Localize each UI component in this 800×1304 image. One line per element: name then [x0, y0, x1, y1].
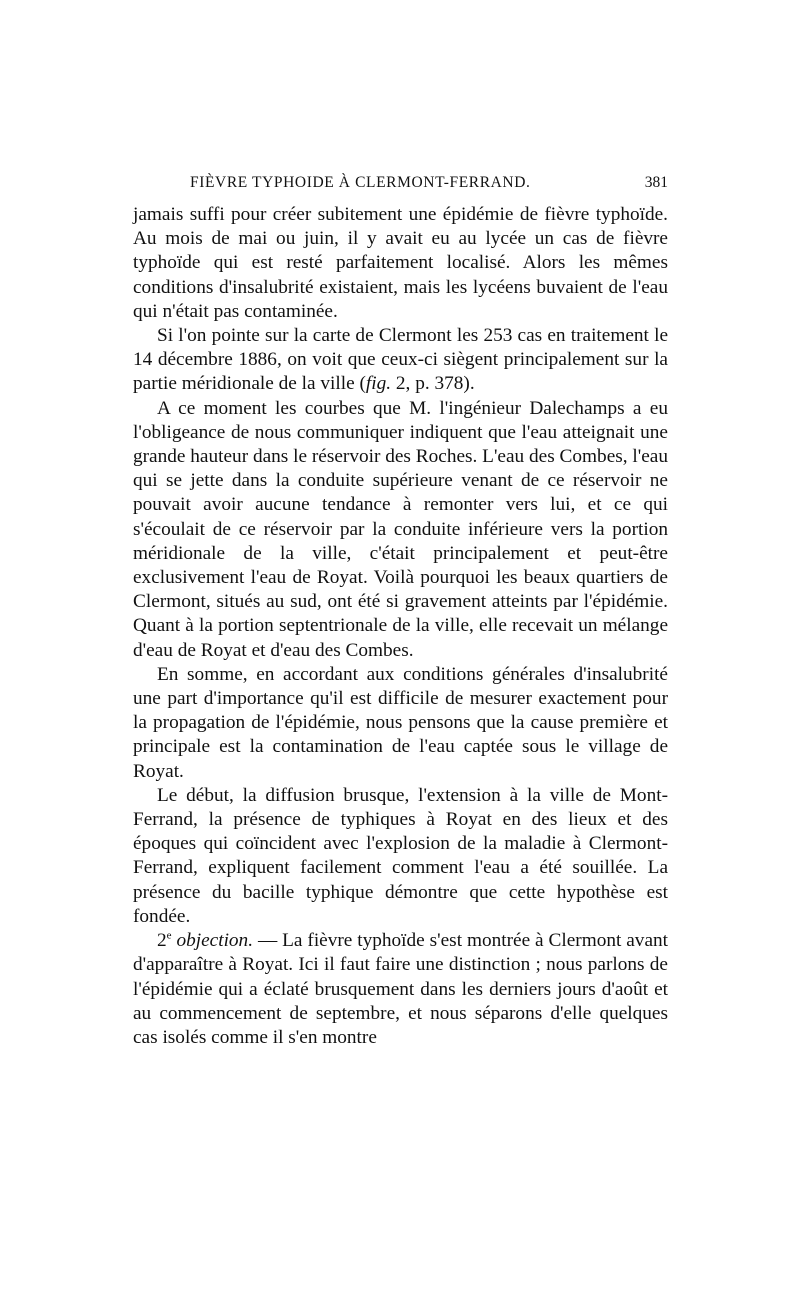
running-header [133, 174, 668, 196]
paragraph [133, 324, 668, 397]
header-title: FIÈVRE TYPHOIDE À CLERMONT-FERRAND. [190, 174, 531, 191]
paragraph: En somme, en accordant aux conditions générales d'insalubrité une part d'importance qu'il est difficile de mesurer exactement pour la propagation de l'épidémie, nous pensons que la cause première et principale est la contamination de l'eau captée sous le village de Royat. [133, 663, 668, 782]
paragraph: A ce moment les courbes que M. l'ingénieur Dalechamps a eu l'obligeance de nous communiquer indiquent que l'eau atteignait une grande hauteur dans le réservoir des Roches. L'eau des Combes, l'eau qui se jette dans la conduite supérieure venant de ce réservoir ne pouvait avoir aucune tendance à remonter vers lui, et ce qui s'écoulait de ce réservoir par la conduite inférieure vers la portion méridionale de la ville, c'était principalement et peut-être exclusivement l'eau de Royat. Voilà pourquoi les beaux quartiers de Clermont, situés au sud, ont été si gravement atteints par l'épidémie. Quant à la portion septentrionale de la ville, elle recevait un mélange d'eau de Royat et d'eau des Combes. [133, 397, 668, 661]
book-page [133, 0, 668, 1304]
paragraph-text: La fièvre typhoïde s'est montrée à Clermont avant d'apparaître à Royat. Ici il faut faire une distinction ; nous parlons de l'épidémie qui a éclaté brusquement dans les derniers jours d'août et au commencement de septembre, et nous séparons d'elle quelques cas isolés comme il s'en montre [133, 930, 668, 1048]
objection-heading: 2e objection. — [157, 929, 278, 952]
paragraph: jamais suffi pour créer subitement une épidémie de fièvre typhoïde. Au mois de mai ou juin, il y avait eu au lycée un cas de fièvre typhoïde qui est resté parfaitement localisé. Alors les mêmes conditions d'insalubrité existaient, mais les lycéens buvaient de l'eau qui n'était pas contaminée. [133, 204, 668, 322]
page-number: 381 [644, 174, 668, 191]
paragraph: Le début, la diffusion brusque, l'extension à la ville de Mont-Ferrand, la présence de typhiques à Royat en des lieux et des époques qui coïncident avec l'explosion de la maladie à Clermont-Ferrand, expliquent facilement comment l'eau a été souillée. La présence du bacille typhique démontre que cette hypothèse est fondée. [133, 784, 668, 927]
figure-reference: (fig. 2, p. 378). [359, 373, 475, 395]
paragraph [133, 929, 668, 1050]
paragraph-text: Si l'on pointe sur la carte de Clermont les 253 cas en traitement le 14 décembre 1886, on voit que ceux-ci siègent principalement sur la partie méridionale de la ville [133, 325, 668, 395]
body-text [133, 203, 668, 1050]
